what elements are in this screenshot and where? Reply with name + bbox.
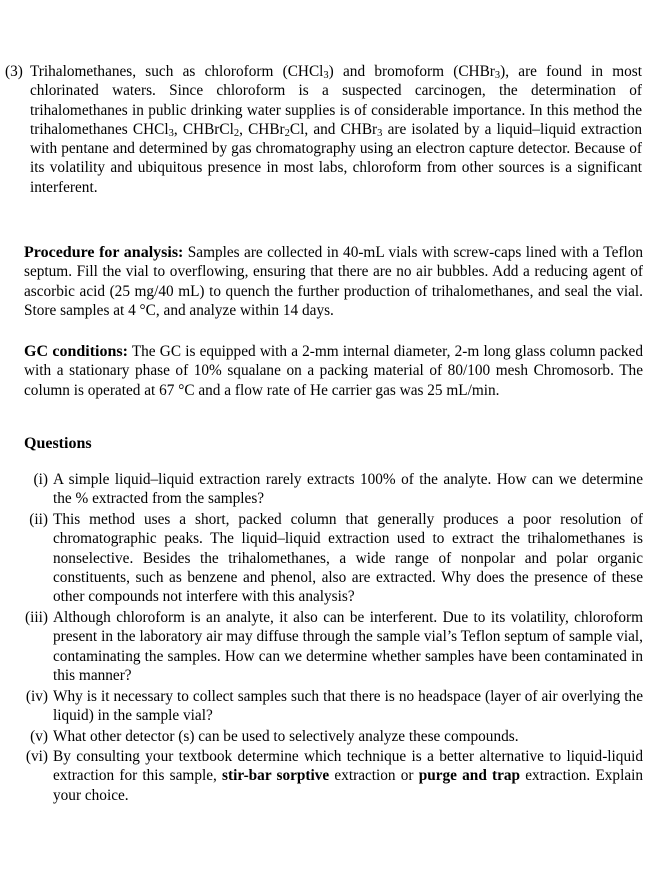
procedure-text: Samples are collected in 40-mL vials with screw-caps lined with a Teflon septum. Fill the vial to overflowing, ensuring that there are no air bubbles. Add a reducing agent of ascorbic acid (25 mg/40 mL) to quench the further production of trihalomethanes, and seal the vial. Store samples at 4 °C, and analyze within 14 days.: [24, 244, 643, 319]
gc-conditions-heading: GC conditions:: [24, 343, 128, 360]
gc-conditions-text: The GC is equipped with a 2-mm internal diameter, 2-m long glass column packed with a stationary phase of 10% squalane on a packing material of 80/100 mesh Chromosorb. The column is operated at 67 °C and a flow rate of He carrier gas was 25 mL/min.: [24, 343, 643, 399]
question-number: (ii): [29, 511, 48, 528]
question-item: [33, 470, 643, 509]
intro-text: , CHBr: [239, 120, 285, 138]
question-number: (iv): [25, 688, 48, 705]
intro-text: , CHBrCl: [173, 120, 234, 138]
question-text: This method uses a short, packed column that generally produces a poor resolution of chromatographic peaks. The liquid–liquid extraction used to extract the trihalomethanes is nonselective. Besides the trihalomethanes, a wide range of nonpolar and polar organic constituents, such as benzene and phenol, also are extracted. Why does the presence of these other compounds not interfere with this analysis?: [53, 511, 643, 606]
question-item: [25, 747, 644, 805]
question-number: (v): [30, 728, 48, 745]
subscript: 3: [168, 127, 174, 139]
subscript: 2: [284, 127, 290, 139]
bold-term-purge-trap: purge and trap: [418, 767, 521, 785]
question-text: By consulting your textbook determine which technique is a better alternative to liquid-liquid extraction for this sample,: [53, 748, 643, 785]
question-number: (vi): [25, 748, 48, 765]
question-item: [29, 510, 643, 606]
question-text: What other detector (s) can be used to selectively analyze these compounds.: [53, 728, 519, 745]
question-item: [25, 687, 643, 726]
question-item: [30, 727, 643, 746]
procedure-paragraph: [24, 243, 643, 320]
question-text: A simple liquid–liquid extraction rarely extracts 100% of the analyte. How can we determine the % extracted from the samples?: [53, 471, 643, 508]
question-text: extraction or: [329, 767, 419, 785]
subscript: 2: [233, 127, 240, 139]
problem-number: (3): [5, 63, 23, 80]
question-item: [25, 608, 643, 685]
question-text: Why is it necessary to collect samples such that there is no headspace (layer of air overlying the liquid) in the sample vial?: [53, 688, 643, 725]
procedure-heading: Procedure for analysis:: [24, 244, 184, 261]
gc-conditions-paragraph: [24, 342, 643, 400]
question-text: extraction. Explain your choice.: [53, 767, 644, 804]
subscript: 3: [377, 127, 383, 139]
intro-text: ) and bromoform (CHBr: [328, 63, 495, 80]
intro-text: ), are found in most chlorinated waters. Since chloroform is a suspected carcinogen, the determination of trihalomethanes in public drinking water supplies is of considerable importance. In this method the trihalomethanes CHCl: [30, 63, 642, 138]
question-number: (i): [33, 471, 48, 488]
questions-heading: Questions: [24, 435, 92, 452]
subscript: 3: [323, 70, 329, 81]
bold-term-stir-bar: stir-bar sorptive: [222, 767, 330, 785]
question-number: (iii): [25, 609, 48, 626]
question-text: Although chloroform is an analyte, it also can be interferent. Due to its volatility, chloroform present in the laboratory air may diffuse through the sample vial’s Teflon septum of sample vial, contaminating the samples. How can we determine whether samples have been contaminated in this manner?: [53, 609, 643, 684]
intro-text: are isolated by a liquid–liquid extraction with pentane and determined by gas chromatography using an electron capture detector. Because of its volatility and ubiquitous presence in most labs, chloroform from other sources is a significant interferent.: [30, 120, 642, 196]
subscript: 3: [494, 70, 501, 81]
intro-paragraph: [5, 62, 642, 197]
intro-text: Trihalomethanes, such as chloroform (CHCl: [30, 63, 324, 80]
intro-text: Cl, and CHBr: [289, 120, 378, 138]
